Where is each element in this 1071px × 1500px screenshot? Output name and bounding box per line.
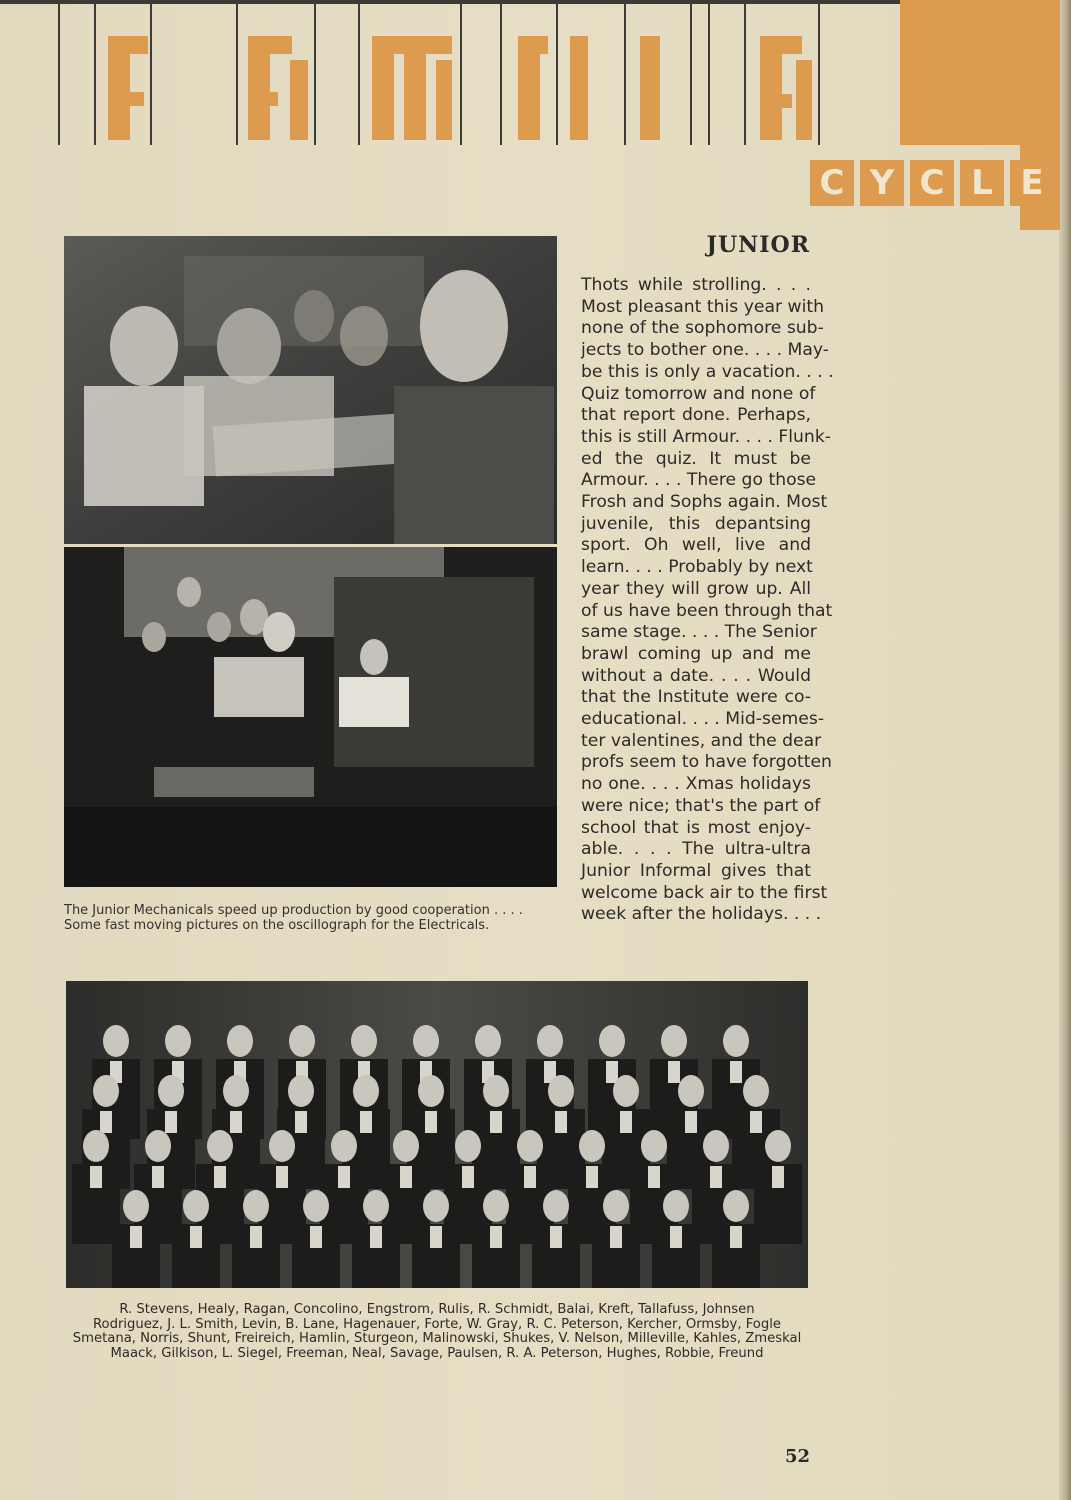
text-line: Quiz tomorrow and none of — [581, 383, 816, 404]
banner-letter: E — [1010, 160, 1054, 206]
divider-line — [500, 0, 502, 145]
text-line: Armour. . . . There go those — [581, 470, 817, 491]
divider-line — [236, 0, 238, 145]
divider-line — [58, 0, 60, 145]
text-line: able. . . . The ultra-ultra — [581, 839, 811, 860]
text-line: that the Institute were co- — [581, 687, 811, 708]
divider-line — [744, 0, 746, 145]
text-line: be this is only a vacation. . . . — [581, 361, 834, 382]
text-line: that report done. Perhaps, — [581, 405, 811, 426]
divider-line — [556, 0, 558, 145]
group-photo — [66, 981, 808, 1288]
divider-line — [314, 0, 316, 145]
junior-body-text — [581, 275, 834, 926]
text-line: sport. Oh well, live and — [581, 535, 811, 556]
text-line: of us have been through that — [581, 600, 833, 621]
names-row: Smetana, Norris, Shunt, Freireich, Hamlin, Sturgeon, Malinowski, Shukes, V. Nelson, Milleville, Kahles, Zmeskal — [72, 1331, 802, 1347]
text-line: juvenile, this depantsing — [581, 513, 811, 534]
text-line: none of the sophomore sub- — [581, 318, 824, 339]
text-line: jects to bother one. . . . May- — [581, 340, 829, 361]
text-line: educational. . . . Mid-semes- — [581, 709, 825, 730]
text-line: ed the quiz. It must be — [581, 448, 811, 469]
divider-line — [818, 0, 820, 145]
cycle-banner — [810, 160, 1055, 206]
banner-letter: C — [810, 160, 854, 206]
text-line: profs seem to have forgotten — [581, 752, 832, 773]
caption-line: Some fast moving pictures on the oscillograph for the Electricals. — [64, 918, 490, 933]
text-line: year they will grow up. All — [581, 578, 811, 599]
names-row: R. Stevens, Healy, Ragan, Concolino, Engstrom, Rulis, R. Schmidt, Balai, Kreft, Tallafuss, Johnsen — [119, 1302, 755, 1317]
page-number: 52 — [784, 1446, 810, 1467]
text-line: Junior Informal gives that — [581, 860, 811, 881]
section-title: JUNIOR — [706, 232, 810, 258]
text-line: week after the holidays. . . . — [581, 904, 822, 925]
text-line: Most pleasant this year with — [581, 296, 824, 317]
text-line: no one. . . . Xmas holidays — [581, 774, 811, 795]
divider-line — [460, 0, 462, 145]
text-line: welcome back air to the first — [581, 882, 828, 903]
text-line: Thots while strolling. . . . — [581, 275, 811, 295]
text-line: brawl coming up and me — [581, 643, 811, 664]
text-line: Frosh and Sophs again. Most — [581, 492, 828, 513]
text-line: ter valentines, and the dear — [581, 730, 822, 751]
divider-line — [358, 0, 360, 145]
text-line: without a date. . . . Would — [581, 665, 811, 686]
text-line: learn. . . . Probably by next — [581, 557, 813, 578]
header-banner — [0, 0, 1071, 240]
text-line: this is still Armour. . . . Flunk- — [581, 426, 831, 447]
divider-line — [94, 0, 96, 145]
divider-line — [708, 0, 710, 145]
photo-electricals-oscillograph — [64, 547, 557, 887]
photo-junior-mechanicals — [64, 236, 557, 544]
orange-corner-block — [900, 0, 1060, 145]
photo-caption — [64, 903, 564, 933]
group-names — [66, 1303, 808, 1361]
names-row: Rodriguez, J. L. Smith, Levin, B. Lane, Hagenauer, Forte, W. Gray, R. C. Peterson, Kercher, Ormsby, Fogle — [92, 1316, 782, 1332]
text-line: school that is most enjoy- — [581, 817, 811, 838]
caption-line: The Junior Mechanicals speed up production by good cooperation . . . . — [64, 903, 523, 918]
text-line: same stage. . . . The Senior — [581, 622, 817, 643]
banner-letter: L — [960, 160, 1004, 206]
names-row: Maack, Gilkison, L. Siegel, Freeman, Neal, Savage, Paulsen, R. A. Peterson, Hughes, Robbie, Freund — [110, 1345, 764, 1361]
divider-line — [690, 0, 692, 145]
banner-letter: C — [910, 160, 954, 206]
text-line: were nice; that's the part of — [581, 795, 821, 816]
divider-line — [624, 0, 626, 145]
divider-line — [150, 0, 152, 145]
banner-letter: Y — [860, 160, 904, 206]
